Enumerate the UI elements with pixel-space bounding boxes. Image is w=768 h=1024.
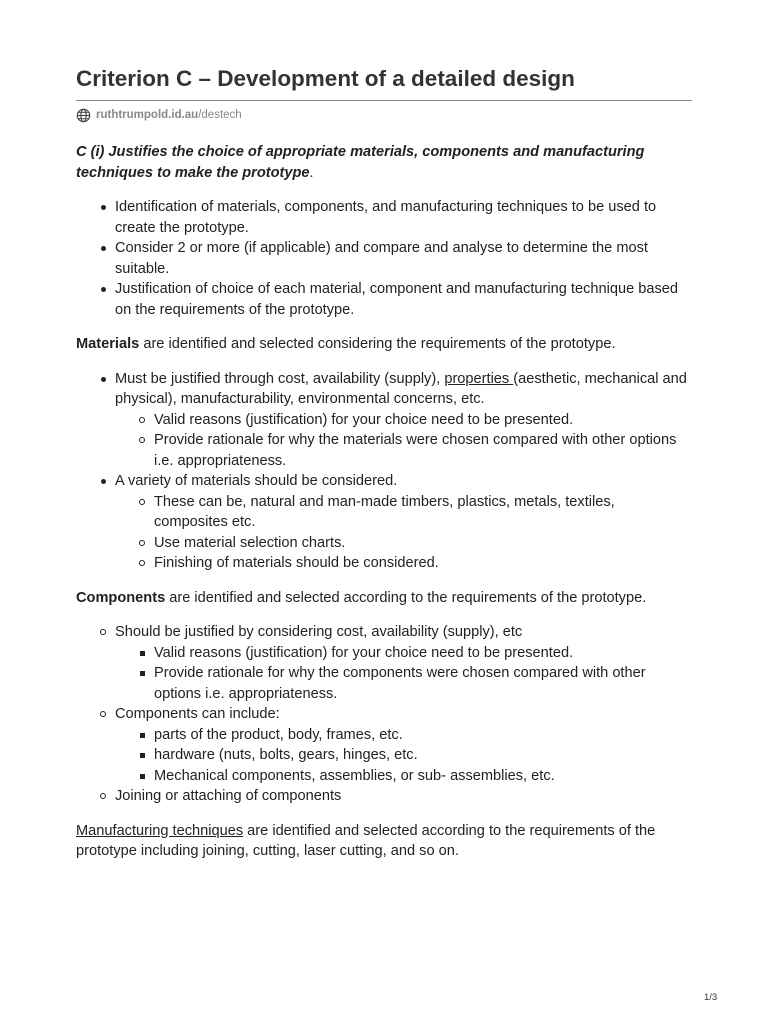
list-item: Identification of materials, components, and manufacturing techniques to be used to create the prototype. [76,197,692,238]
source-path[interactable]: /destech [198,109,242,121]
list-item: Justification of choice of each material, component and manufacturing technique based on the requirements of the prototype. [76,279,692,320]
list-item [76,622,692,704]
list-item: These can be, natural and man-made timbers, plastics, metals, textiles, composites etc. [115,492,692,533]
materials-item1-before: Must be justified through cost, availability (supply), [115,370,445,387]
criteria-list [76,197,692,320]
materials-item2: A variety of materials should be considered. [115,473,398,489]
list-item: Consider 2 or more (if applicable) and compare and analyse to determine the most suitable. [76,238,692,279]
materials-paragraph [76,334,692,355]
components-sublist [37,622,692,807]
manufacturing-techniques-link[interactable]: Manufacturing techniques [76,822,244,839]
materials-sublist [76,410,692,472]
manufacturing-paragraph [76,821,692,862]
materials-sublist [76,492,692,574]
page-number: 1/3 [704,992,718,1003]
list-item: Joining or attaching of components [76,786,692,807]
manufacturing-rest: are identified and selected according to the requirements of the prototype including joining, cutting, laser cutting, and so on. [76,822,656,859]
globe-icon [76,108,91,123]
materials-label: Materials [76,336,140,352]
page-title: Criterion C – Development of a detailed design [76,66,575,91]
criterion-intro [76,142,692,183]
components-list-wrapper [76,622,692,807]
materials-item1-after: (aesthetic, mechanical and physical), manufacturability, environmental concerns, etc. [115,370,687,407]
materials-list [76,369,692,574]
components-list [76,622,692,807]
components-paragraph [76,588,692,609]
article-body [76,142,692,862]
list-item: Valid reasons (justification) for your choice need to be presented. [115,410,692,431]
components-rest: are identified and selected according to the requirements of the prototype. [165,589,647,606]
list-item: Provide rationale for why the components were chosen compared with other options i.e. appropriateness. [115,663,692,704]
components-subsublist [76,725,692,787]
components-item2: Components can include: [115,706,280,722]
list-item [76,471,692,574]
list-item: Mechanical components, assemblies, or sub- assemblies, etc. [115,766,692,787]
list-item: Finishing of materials should be considered. [115,553,692,574]
source-line[interactable] [76,106,242,124]
components-item1: Should be justified by considering cost, availability (supply), etc [115,624,523,640]
list-item [76,369,692,472]
list-item [76,704,692,786]
list-item: parts of the product, body, frames, etc. [115,725,692,746]
criterion-intro-text: C (i) Justifies the choice of appropriate materials, components and manufacturing techniques to make the prototype [76,144,645,181]
properties-link[interactable]: properties [444,370,514,387]
criterion-intro-end: . [309,164,314,181]
list-item: Use material selection charts. [115,533,692,554]
list-item: Valid reasons (justification) for your choice need to be presented. [115,643,692,664]
source-domain[interactable]: ruthtrumpold.id.au [96,109,199,121]
materials-rest: are identified and selected considering the requirements of the prototype. [139,336,616,352]
list-item: Provide rationale for why the materials were chosen compared with other options i.e. appropriateness. [115,430,692,471]
components-label: Components [76,589,166,606]
components-subsublist [76,643,692,705]
title-divider [76,100,692,101]
list-item: hardware (nuts, bolts, gears, hinges, etc. [115,745,692,766]
